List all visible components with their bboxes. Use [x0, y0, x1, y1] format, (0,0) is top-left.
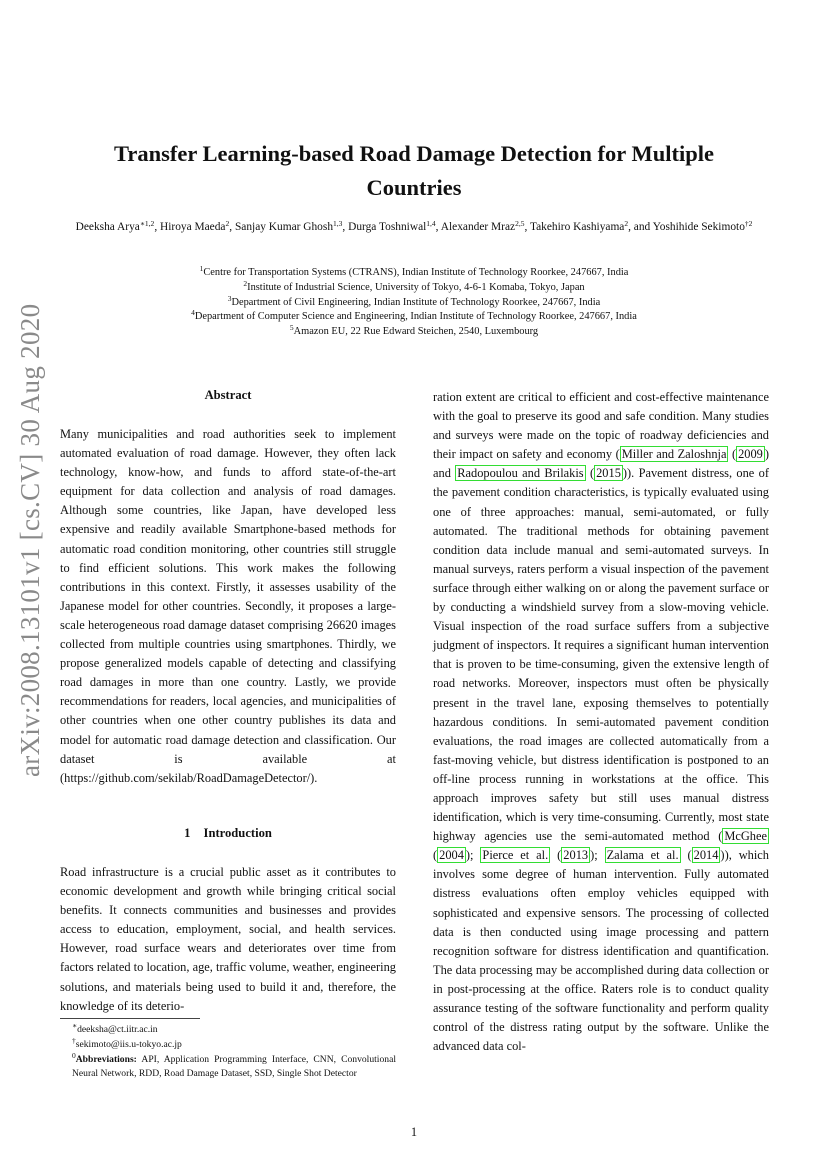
abstract-heading: Abstract [204, 388, 252, 402]
author: Sanjay Kumar Ghosh$^{1,3}$, [234, 219, 349, 233]
citation-link[interactable]: Radopoulou and Brilakis [457, 466, 584, 481]
citation-link[interactable]: 2014 [693, 848, 719, 863]
footnote-email-2: †sekimoto@iis.u-tokyo.ac.jp [72, 1035, 182, 1050]
citation-link[interactable]: Pierce et al. [482, 848, 549, 863]
paper-title: Transfer Learning-based Road Damage Detection for Multiple Countries [114, 141, 714, 200]
footnote-abbreviations: $^0$Abbreviations: API, Application Programming Interface, CNN, Convolutional Neural Network, RDD, Road Damage Dataset, SSD, Single Shot Detector [72, 1050, 396, 1080]
introduction-body: Road infrastructure is a crucial public asset as it contributes to economic development and growth while bringing critical social benefits. It connects communities and businesses and provides access to education, employment, social, and health services. However, road surface wears and deteriorates over time from factors related to location, age, traffic volume, weather, engineering solutions, and materials being used to build it and, therefore, the knowledge of its deterio- [60, 865, 396, 1013]
author: Yoshihide Sekimoto$^{\dagger 2}$ [652, 219, 753, 233]
affiliation: $^5$Amazon EU, 22 Rue Edward Steichen, 2540, Luxembourg [289, 323, 539, 338]
right-column-text: ration extent are critical to efficient and cost-effective maintenance with the goal to preserve its good and safe condition. Many studies and surveys were made on the topic of roadway deficiencies and their impact on safety and economy ( Miller and Zaloshnja ( 2009 ) and Radopoulou and Brilakis ( 2015 )). Pavement distress, one of the pavement condition characteristics, is typically evaluated using one of three approaches: manual, semi-automated, or fully automated. The traditional methods for obtaining pavement condition data include manual and semi-automated surveys. In manual surveys, raters perform a visual inspection of the pavement surface through either walking on or along the pavement surface or by conducting a windshield survey from a slow-moving vehicle. Visual inspection of the road surface suffers from a subjective judgment of inspectors. It requires a significant human intervention that is proven to be time-consuming, given the extensive length of road networks. Moreover, inspectors must often be physically present in the travel lane, exposing themselves to potentially hazardous conditions. In semi-automated pavement condition evaluations, the road images are collected automatically from a fast-moving vehicle, but distress identification is postponed to an off-line process running in workstations at the office. This approach improves safety but still uses manual distress identification, which is very time-consuming. Currently, most state highway agencies use the semi-automated method ( McGhee ( 2004 ); Pierce et al. ( 2013 ); Zalama et al. ( 2014 )), which involves some degree of human intervention. Fully automated distress evaluations often employ vehicles equipped with sophisticated and expensive sensors. The processing of collected data is then conducted using image processing and pattern recognition software for distress identification and quantification. The data processing may be accomplished during data collection or in post-processing at the office. Raters role is to conduct quality assurance testing of the software functionality and perform quality control of the distress rating output by the software. Unlike the advanced data col- [433, 390, 770, 1054]
page-number: 1 [410, 1125, 418, 1139]
citation-link[interactable]: McGhee [724, 829, 767, 844]
affiliation-list [120, 266, 708, 340]
abstract-body: Many municipalities and road authorities seek to implement automated evaluation of road damage. However, they often lack technology, know-how, and funds to afford state-of-the-art equipment for data collection and analysis of road damages. Although some countries, like Japan, have developed less expensive and readily available Smartphone-based methods for automatic road condition monitoring, other countries still struggle to find efficient solutions. This work makes the following contributions in this context. Firstly, it assesses usability of the Japanese model for other countries. Secondly, it proposes a large-scale heterogeneous road damage dataset comprising 26620 images collected from multiple countries using smartphones. Thirdly, we propose generalized models capable of detecting and classifying road damages in more than one country. Lastly, we provide recommendations for readers, local agencies, and municipalities of other countries when one other country publishes its data and model for automatic road damage detection and classification. Our dataset is available at (https://github.com/sekilab/RoadDamageDetector/). [60, 427, 396, 785]
footnote-divider [60, 1018, 200, 1019]
arxiv-stamp: arXiv:2008.13101v1 [cs.CV] 30 Aug 2020 [15, 303, 45, 777]
citation-link[interactable]: 2009 [738, 447, 763, 462]
section-title: Introduction [203, 826, 272, 840]
section-number: 1 [184, 826, 191, 840]
section-heading-introduction [60, 826, 396, 841]
affiliation: $^2$Institute of Industrial Science, University of Tokyo, 4-6-1 Komaba, Tokyo, Japan [243, 278, 585, 293]
citation-link[interactable]: 2015 [596, 466, 621, 481]
citation-link[interactable]: 2013 [563, 848, 589, 863]
author: Deeksha Arya$^{∗1,2}$, [75, 219, 161, 233]
author: Hiroya Maeda$^2$, [160, 219, 235, 233]
affiliation: $^1$Centre for Transportation Systems (CTRANS), Indian Institute of Technology Roorkee, 247667, India [199, 264, 629, 278]
citation-link[interactable]: 2004 [439, 848, 464, 863]
citation-link[interactable]: Zalama et al. [606, 848, 679, 863]
affiliation: $^4$Department of Computer Science and Engineering, Indian Institute of Technology Roorkee, 247667, India [191, 308, 637, 323]
footnotes [60, 1023, 396, 1082]
footnote-email-1: ∗deeksha@ct.iitr.ac.in [72, 1021, 158, 1035]
author-list [62, 218, 766, 236]
author: Alexander Mraz$^{2,5}$, [440, 219, 530, 233]
author: Durga Toshniwal$^{1,4}$, [348, 219, 441, 233]
citation-link[interactable]: Miller and Zaloshnja [621, 447, 727, 462]
affiliation: $^3$Department of Civil Engineering, Indian Institute of Technology Roorkee, 247667, India [227, 293, 601, 308]
author: Takehiro Kashiyama$^2$, and [529, 219, 653, 233]
